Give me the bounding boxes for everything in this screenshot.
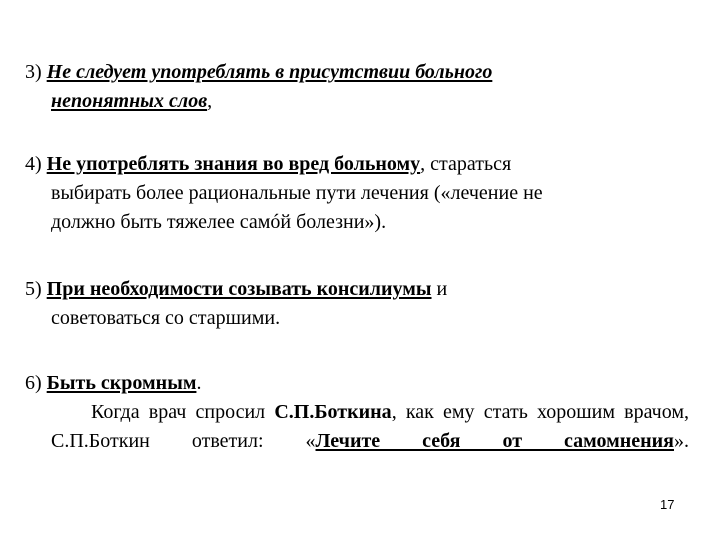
list-item-5 (25, 275, 700, 333)
item-3-emphasis-line-2: непонятных слов (51, 90, 208, 112)
item-4-emphasis: Не употреблять знания во вред больному (46, 153, 421, 175)
item-3-tail: , (207, 90, 213, 112)
item-6-line-1 (25, 369, 700, 398)
item-5-line-2: советоваться со старшими. (51, 307, 281, 329)
item-4-line-3: должно быть тяжелее самóй болезни»). (51, 211, 387, 233)
item-5-number: 5) (25, 278, 47, 300)
item-3-number: 3) (25, 61, 47, 83)
item-3-emphasis-line-1: Не следует употреблять в присутствии больного (46, 61, 493, 83)
item-5-emphasis: При необходимости созывать консилиумы (46, 278, 432, 300)
item-4-number: 4) (25, 153, 47, 175)
item-3-line-1 (25, 58, 700, 87)
item-6-number: 6) (25, 372, 47, 394)
list-item-4 (25, 150, 700, 237)
item-6-emphasis: Быть скромным (46, 372, 197, 394)
item-4-line-1-tail: , стараться (420, 153, 512, 175)
item-6-story-name: С.П.Боткина (274, 401, 392, 423)
item-6-story-quote: Лечите себя от самомнения (315, 430, 674, 452)
item-4-line-2: выбирать более рациональные пути лечения («лечение не (51, 182, 543, 204)
item-4-line-1 (25, 150, 700, 179)
list-item-6 (25, 369, 700, 456)
item-6-story-paragraph (25, 398, 689, 456)
item-3-line-2 (25, 87, 700, 116)
item-5-line-1 (25, 275, 700, 304)
item-5-line-1-tail: и (431, 278, 448, 300)
item-6-story-part-1: Когда врач спросил (91, 401, 275, 423)
item-6-line-1-tail: . (196, 372, 202, 394)
page-number: 17 (660, 497, 675, 512)
list-item-3 (25, 58, 700, 116)
item-6-story-part-2: , как ему стать хорошим врачом, С.П.Боткин ответил: « (51, 401, 689, 452)
item-6-story-end: ». (674, 430, 689, 452)
